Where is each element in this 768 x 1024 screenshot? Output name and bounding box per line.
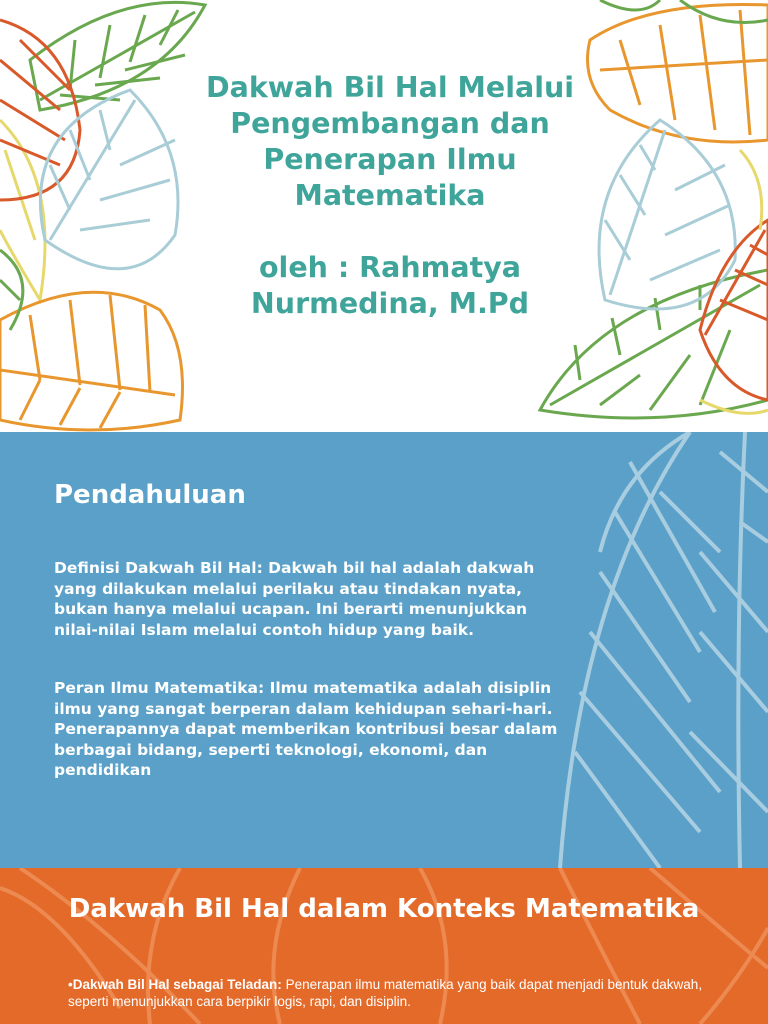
title-block	[180, 70, 600, 322]
title-line: Penerapan Ilmu	[263, 143, 517, 176]
definition-paragraph: Definisi Dakwah Bil Hal: Dakwah bil hal adalah dakwah yang dilakukan melalui perilaku atau tindakan nyata, bukan hanya melalui ucapan. Ini berarti menunjukkan nilai-nilai Islam melalui contoh hidup yang baik.	[54, 559, 535, 639]
intro-slide	[0, 432, 768, 868]
author-line: oleh : Rahmatya	[258, 251, 522, 284]
bullet-item	[68, 976, 708, 1010]
bullet-marker: •	[68, 977, 73, 992]
math-role-paragraph: Peran Ilmu Matematika: Ilmu matematika adalah disiplin ilmu yang sangat berperan dalam kehidupan sehari-hari. Penerapannya dapat memberikan kontribusi besar dalam berbagai bidang, seperti teknologi, ekonomi, dan pendidikan	[54, 679, 558, 779]
bullet-label: Dakwah Bil Hal sebagai Teladan:	[72, 977, 282, 992]
section-heading: Pendahuluan	[54, 480, 246, 510]
context-slide	[0, 868, 768, 1024]
author-line: Nurmedina, M.Pd	[250, 287, 530, 320]
title-line: Dakwah Bil Hal Melalui	[205, 71, 575, 104]
title-slide	[0, 0, 768, 432]
presentation-title	[180, 70, 600, 214]
title-line: Matematika	[294, 179, 486, 212]
section-heading: Dakwah Bil Hal dalam Konteks Matematika	[68, 894, 700, 924]
bullet-text: Penerapan ilmu matematika yang baik dapat menjadi bentuk dakwah, seperti menunjukkan cara berpikir logis, rapi, dan disiplin.	[68, 977, 703, 1009]
author-credit	[180, 250, 600, 322]
title-line: Pengembangan dan	[230, 107, 550, 140]
